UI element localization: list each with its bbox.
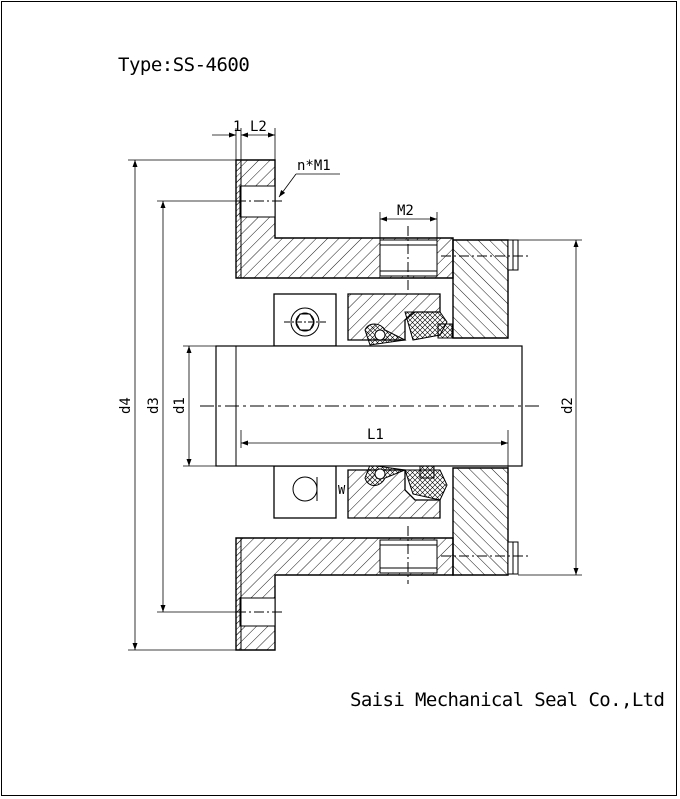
label-l1: L1 [367,427,384,443]
label-d4: d4 [118,397,134,414]
label-m1: n*M1 [297,158,331,174]
company-name: Saisi Mechanical Seal Co.,Ltd [350,689,665,711]
rotating-face-bottom [348,465,447,518]
shaft [200,346,540,466]
thread-hole-top [380,226,437,290]
stationary-seat-top [453,240,518,338]
label-l-small: 1 [233,119,242,135]
label-d1: d1 [172,397,188,414]
rotating-face-top [348,294,452,345]
label-d2: d2 [560,397,576,414]
label-l2: L2 [250,119,267,135]
drive-collar-bottom [274,466,336,518]
stationary-seat-bottom [453,468,518,575]
drive-collar-top [274,294,336,346]
drawing-title: Type:SS-4600 [118,54,250,76]
label-w: W [338,483,346,497]
label-d3: d3 [146,397,162,414]
leader-m1 [279,174,340,197]
label-m2: M2 [397,203,414,219]
